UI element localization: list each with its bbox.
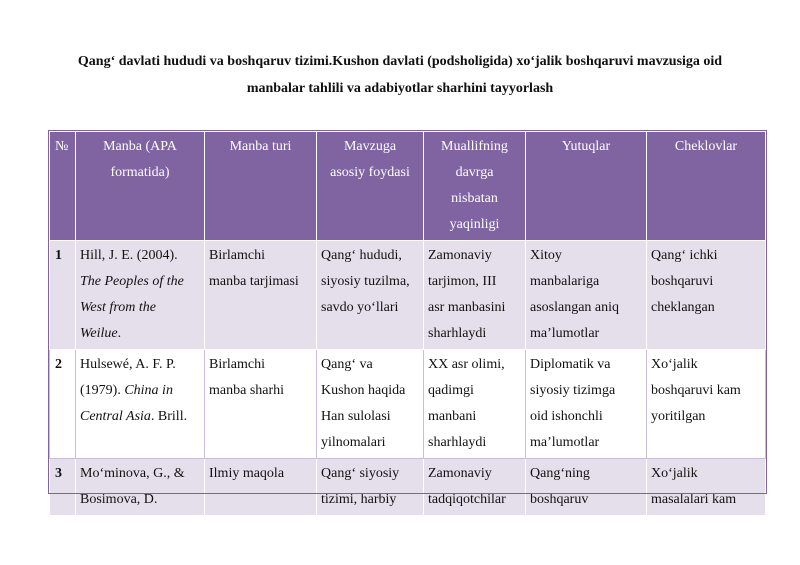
limitations [647, 350, 766, 459]
cell-text-line: oid ishonchli [530, 409, 603, 424]
source-type [205, 350, 317, 459]
cell-text-line: boshqaruvi kam [651, 383, 741, 398]
row-number: 1 [50, 241, 76, 350]
cell-text-line: boshqaruvi [651, 274, 714, 289]
cell-text-line: cheklangan [651, 300, 715, 315]
cell-text-line: Xo‘jalik [651, 466, 698, 481]
limitations [647, 459, 766, 516]
header-text-line: yaqinligi [449, 217, 500, 232]
cell-text-line: yilnomalari [321, 435, 386, 450]
cell-text-line: ma’lumotlar [530, 326, 600, 341]
cell-text-line: XX asr olimi, [428, 357, 505, 372]
source-citation [76, 350, 205, 459]
header-limitations [647, 132, 766, 241]
header-source [76, 132, 205, 241]
cell-text-line: asr manbasini [428, 300, 506, 315]
citation-line [80, 321, 200, 347]
cell-text-line: tadqiqotchilar [428, 492, 506, 507]
header-source-type [205, 132, 317, 241]
cell-text-line: siyosiy tuzilma, [321, 274, 410, 289]
cell-text-line: Birlamchi [209, 248, 265, 263]
citation-title-italic: The Peoples of the [80, 274, 184, 289]
literature-table [49, 131, 766, 516]
table-header [50, 132, 766, 241]
cell-text-line: manba sharhi [209, 383, 285, 398]
cell-text-line: tizimi, harbiy [321, 492, 397, 507]
cell-text-line: asoslangan aniq [530, 300, 620, 315]
cell-text-line: savdo yo‘llari [321, 300, 399, 315]
header-text-line: Mavzuga [343, 139, 397, 154]
title-line-1: Qang‘ davlati hududi va boshqaruv tizimi.Kushon davlati (podsholigida) xo‘jalik boshqaruvi mavzusiga oid [77, 54, 723, 69]
limitations [647, 241, 766, 350]
cell-text-line: manba tarjimasi [209, 274, 299, 289]
cell-text-line: Diplomatik va [530, 357, 611, 372]
citation-text: Hill, J. E. (2004). [80, 248, 178, 263]
citation-line [80, 461, 200, 487]
title-line-2: manbalar tahlili va adabiyotlar sharhini tayyorlash [246, 81, 554, 96]
header-text-line: Yutuqlar [561, 139, 611, 154]
header-text-line: Muallifning [441, 139, 508, 154]
author-proximity [424, 350, 526, 459]
header-number [50, 132, 76, 241]
cell-text-line: qadimgi [428, 383, 474, 398]
citation-text: Mo‘minova, G., & [80, 466, 185, 481]
author-proximity [424, 459, 526, 516]
citation-text: Hulsewé, A. F. P. [80, 357, 176, 372]
header-text-line: Manba turi [229, 139, 292, 154]
topic-benefit [317, 350, 424, 459]
header-text-line: nisbatan [451, 191, 498, 206]
citation-text: (1979). [80, 383, 125, 398]
header-text-line: Manba (APA [103, 139, 177, 154]
source-type [205, 241, 317, 350]
cell-text-line: boshqaruv [530, 492, 589, 507]
achievements [526, 459, 647, 516]
header-text-line: asosiy foydasi [330, 165, 410, 180]
citation-line [80, 269, 200, 295]
cell-text-line: Zamonaviy [428, 248, 492, 263]
cell-text-line: ma’lumotlar [530, 435, 600, 450]
topic-benefit [317, 459, 424, 516]
citation-line [80, 295, 200, 321]
cell-text-line: yoritilgan [651, 409, 706, 424]
citation-line [80, 487, 200, 513]
cell-text-line: tarjimon, III [428, 274, 497, 289]
table-row [50, 241, 766, 350]
header-text-line: davrga [455, 165, 494, 180]
header-topic-benefit [317, 132, 424, 241]
citation-line [80, 404, 200, 430]
citation-text: Bosimova, D. [80, 492, 158, 507]
cell-text-line: sharhlaydi [428, 435, 487, 450]
source-citation [76, 241, 205, 350]
achievements [526, 350, 647, 459]
row-number: 2 [50, 350, 76, 459]
cell-text-line: Zamonaviy [428, 466, 492, 481]
table-row [50, 350, 766, 459]
cell-text-line: sharhlaydi [428, 326, 487, 341]
cell-text-line: Ilmiy maqola [209, 466, 285, 481]
header-achievements [526, 132, 647, 241]
cell-text-line: Qang‘ning [530, 466, 590, 481]
citation-title-italic: Central Asia [80, 409, 151, 424]
source-citation [76, 459, 205, 516]
cell-text-line: Qang‘ ichki [651, 248, 718, 263]
cell-text-line: Kushon haqida [321, 383, 406, 398]
citation-title-italic: West from the [80, 300, 156, 315]
cell-text-line: Qang‘ hududi, [321, 248, 402, 263]
cell-text-line: Qang‘ siyosiy [321, 466, 400, 481]
header-row [50, 132, 766, 241]
row-number: 3 [50, 459, 76, 516]
cell-text-line: Birlamchi [209, 357, 265, 372]
cell-text-line: Han sulolasi [321, 409, 391, 424]
document-title [40, 48, 760, 102]
citation-line [80, 243, 200, 269]
author-proximity [424, 241, 526, 350]
cell-text-line: Xitoy [530, 248, 562, 263]
source-type [205, 459, 317, 516]
citation-title-italic: China in [124, 383, 173, 398]
cell-text-line: Qang‘ va [321, 357, 373, 372]
citation-text: . [117, 326, 122, 341]
cell-text-line: masalalari kam [651, 492, 737, 507]
cell-text-line: Xo‘jalik [651, 357, 698, 372]
cell-text-line: manbani [428, 409, 477, 424]
header-text-line: № [55, 139, 69, 154]
topic-benefit [317, 241, 424, 350]
achievements [526, 241, 647, 350]
citation-line [80, 352, 200, 378]
header-text-line: Cheklovlar [674, 139, 738, 154]
table-body [50, 241, 766, 516]
citation-text: . Brill. [150, 409, 188, 424]
cell-text-line: manbalariga [530, 274, 600, 289]
header-text-line: formatida) [110, 165, 170, 180]
table-row [50, 459, 766, 516]
header-author-proximity [424, 132, 526, 241]
citation-title-italic: Weilue [80, 326, 118, 341]
cell-text-line: siyosiy tizimga [530, 383, 616, 398]
citation-line [80, 378, 200, 404]
